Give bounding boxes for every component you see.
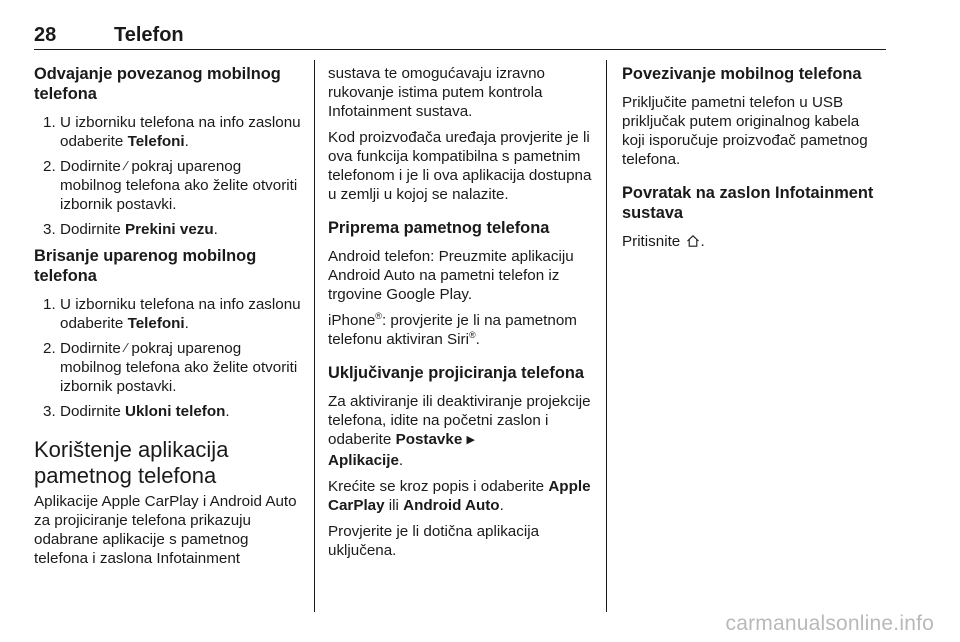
- step-bold: Prekini vezu: [125, 221, 214, 238]
- step-after: .: [184, 315, 189, 332]
- paragraph: Priključite pametni telefon u USB priključak putem originalnog kabela koji isporučuje proizvođač pametnog telefona.: [622, 94, 868, 168]
- home-icon: [686, 234, 700, 253]
- bold-text: Apple CarPlay: [328, 478, 591, 514]
- step-bold: Ukloni telefon: [125, 403, 226, 420]
- section-heading-return: Povratak na zaslon Infotainment sustava: [622, 184, 874, 222]
- paragraph: Provjerite je li dotična aplikacija uključena.: [328, 523, 540, 559]
- header-rule: [34, 49, 886, 50]
- edit-pencil-icon: ∕: [125, 158, 128, 173]
- page-title: Telefon: [114, 24, 184, 46]
- bold-text: Android Auto: [403, 497, 500, 514]
- text: .: [398, 452, 404, 469]
- menu-arrow-icon: ▶: [466, 434, 475, 446]
- paragraph: Kod proizvođača uređaja provjerite je li ova funkcija kompatibilna s pametnim telefonom i je li ova aplikacija dostupna u zemlji u kojoj se nalazite.: [328, 129, 592, 203]
- step-number: 2.: [43, 340, 56, 357]
- paragraph: sustava te omogućavaju izravno rukovanje istima putem kontrola Infotainment sustava.: [328, 65, 545, 120]
- section-heading-connect: Povezivanje mobilnog telefona: [622, 65, 862, 83]
- section-heading-delete: Brisanje uparenog mobilnog telefona: [34, 247, 257, 285]
- page-number: 28: [34, 24, 57, 46]
- paragraph: Android telefon: Preuzmite aplikaciju Android Auto na pametni telefon iz trgovine Google Play.: [328, 248, 574, 303]
- text: iPhone: [328, 312, 376, 329]
- text: Pritisnite: [622, 233, 685, 250]
- step-after: .: [184, 133, 189, 150]
- text: ili: [384, 497, 404, 514]
- paragraph: [328, 311, 596, 349]
- page-header: [34, 24, 886, 52]
- text: .: [499, 497, 504, 514]
- step-number: 2.: [43, 158, 56, 175]
- column-divider-1: [314, 60, 315, 612]
- registered-mark: ®: [375, 310, 382, 321]
- text: .: [475, 331, 480, 348]
- list-item: [34, 295, 304, 333]
- step-text: Dodirnite: [60, 221, 125, 238]
- step-number: 3.: [43, 403, 56, 420]
- step-text: U izborniku telefona na info zaslonu odaberite: [60, 296, 301, 332]
- text: Krećite se kroz popis i odaberite: [328, 478, 549, 495]
- section-heading-disconnect: Odvajanje povezanog mobilnog telefona: [34, 65, 281, 103]
- list-item: [34, 220, 304, 239]
- step-bold: Telefoni: [127, 315, 185, 332]
- paragraph: [328, 477, 596, 515]
- step-after: .: [225, 403, 230, 420]
- list-item: [34, 113, 304, 151]
- bold-text: Aplikacije: [328, 452, 399, 469]
- text: Za aktiviranje ili deaktiviranje projekcije telefona, idite na početni zaslon i odaberite: [328, 393, 591, 448]
- column-3: [622, 64, 886, 260]
- paragraph: [328, 392, 596, 470]
- column-divider-2: [606, 60, 607, 612]
- column-2: [328, 64, 596, 567]
- edit-pencil-icon: ∕: [125, 340, 128, 355]
- section-heading-enable-projection: Uključivanje projiciranja telefona: [328, 364, 584, 382]
- step-text: U izborniku telefona na info zaslonu odaberite: [60, 114, 301, 150]
- step-text: Dodirnite: [60, 403, 125, 420]
- step-text: Dodirnite: [60, 158, 125, 175]
- text: : provjerite je li na pametnom telefonu aktiviran Siri: [328, 312, 577, 348]
- intro-paragraph: Aplikacije Apple CarPlay i Android Auto za projiciranje telefona prikazuju odabrane aplikacije s pametnog telefona i zaslona Infotainment: [34, 493, 297, 567]
- disconnect-steps: [34, 113, 304, 239]
- step-after: .: [213, 221, 218, 238]
- list-item: [34, 339, 304, 396]
- step-number: 1.: [43, 296, 56, 313]
- step-bold: Telefoni: [127, 133, 185, 150]
- list-item: [34, 157, 304, 214]
- step-text: Dodirnite: [60, 340, 125, 357]
- list-item: [34, 402, 304, 421]
- paragraph: [622, 232, 886, 253]
- step-number: 3.: [43, 221, 56, 238]
- main-section-heading: Korištenje aplikacija pametnog telefona: [34, 437, 229, 488]
- section-heading-prepare: Priprema pametnog telefona: [328, 219, 550, 237]
- column-1: [34, 64, 304, 575]
- delete-steps: [34, 295, 304, 421]
- text: .: [700, 233, 705, 250]
- step-text: pokraj uparenog mobilnog telefona ako želite otvoriti izbornik postavki.: [60, 340, 298, 395]
- registered-mark: ®: [468, 329, 476, 340]
- watermark: carmanualsonline.info: [725, 612, 934, 635]
- step-text: pokraj uparenog mobilnog telefona ako želite otvoriti izbornik postavki.: [60, 158, 298, 213]
- bold-text: Postavke: [395, 431, 463, 448]
- step-number: 1.: [43, 114, 56, 131]
